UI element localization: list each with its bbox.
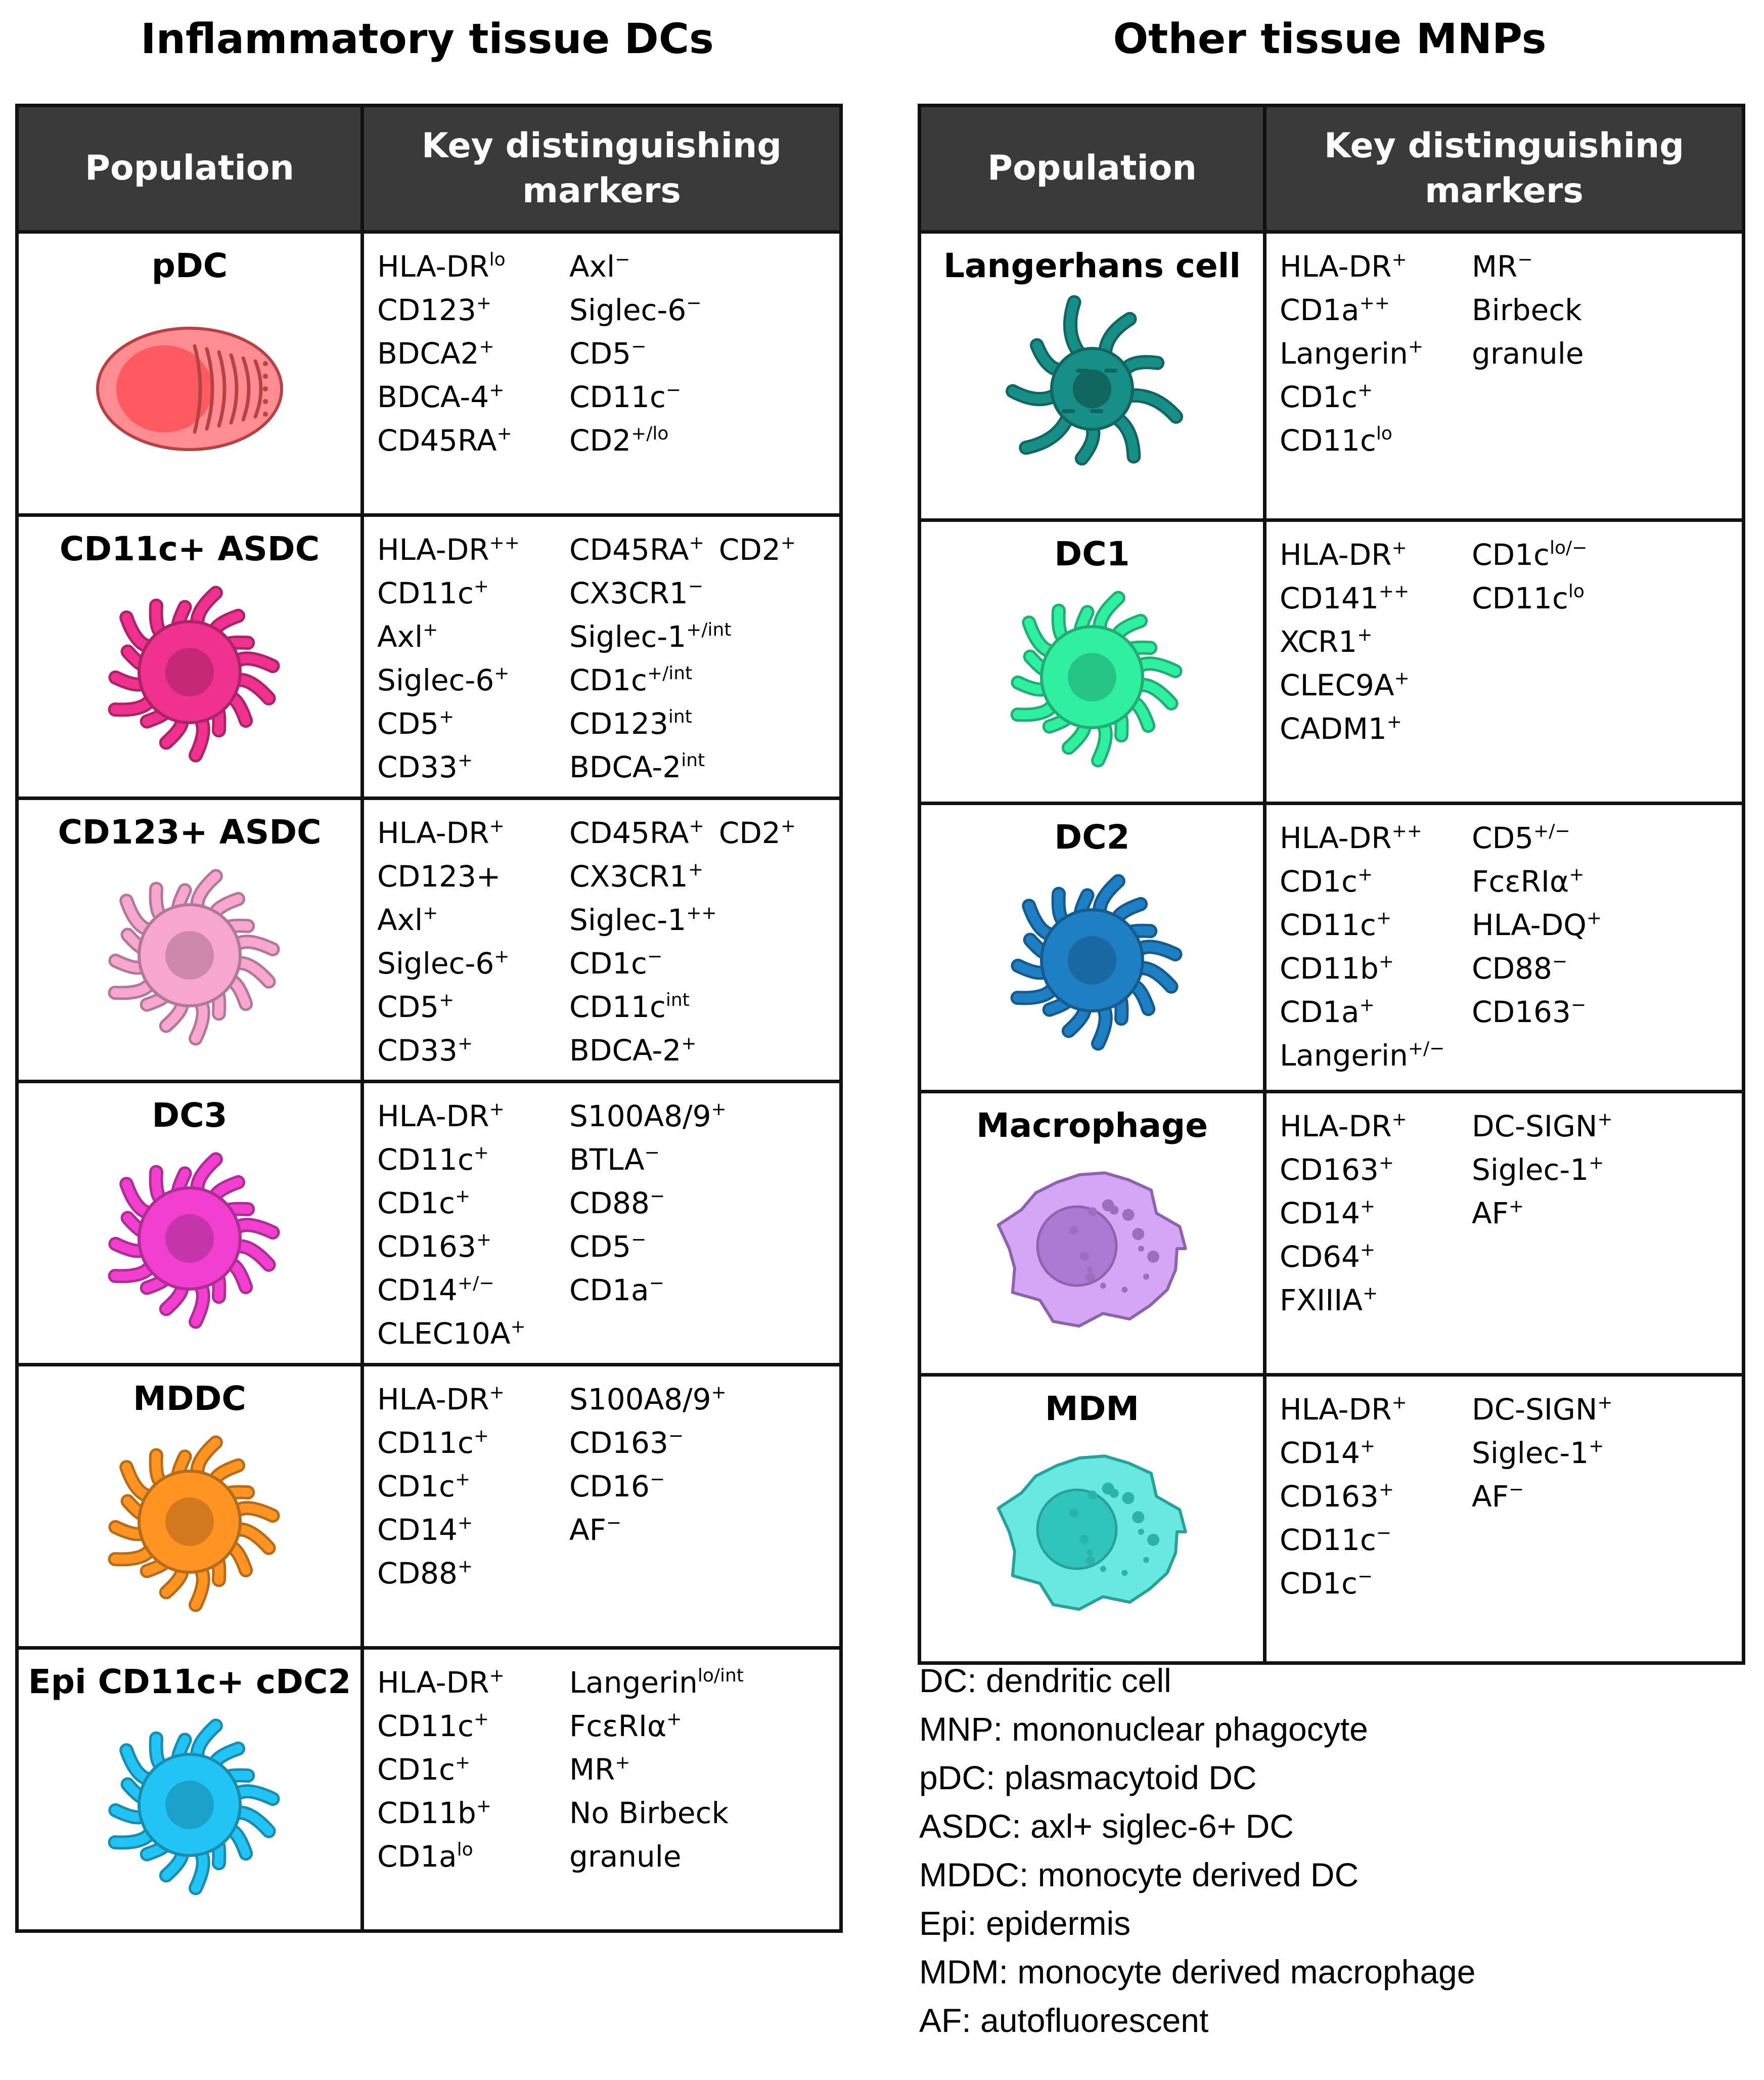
marker-list — [1267, 1377, 1742, 1605]
legend-item: DC: dendritic cell — [919, 1662, 1171, 1699]
marker: CLEC10A+ — [377, 1316, 526, 1351]
cd11c-asdc-cell-icon — [78, 576, 301, 768]
marker: granule — [569, 1839, 682, 1874]
marker: HLA-DQ+ — [1472, 908, 1602, 942]
marker-column — [1472, 245, 1742, 462]
marker-list — [364, 1650, 839, 1878]
langerhans-cell-icon — [981, 293, 1203, 485]
marker: CD14+ — [1280, 1196, 1376, 1230]
marker-column — [377, 1661, 569, 1878]
left-panel-title: Inflammatory tissue DCs — [141, 15, 714, 63]
marker: CD88− — [1472, 951, 1568, 986]
marker-list — [364, 1083, 839, 1355]
marker: FXIIIA+ — [1280, 1283, 1378, 1317]
marker: HLA-DR+ — [377, 1099, 505, 1133]
marker: CD1a− — [569, 1273, 664, 1307]
markers-cell — [363, 232, 841, 515]
marker-column — [1280, 816, 1472, 1077]
marker: BDCA-2+ — [569, 1033, 697, 1068]
marker: Siglec-1+ — [1472, 1153, 1604, 1187]
marker: CD88− — [569, 1186, 665, 1220]
population-name: CD11c+ ASDC — [59, 529, 320, 568]
marker: HLA-DR++ — [1280, 821, 1422, 855]
population-cell — [17, 799, 363, 1082]
marker: Siglec-6− — [569, 293, 702, 327]
marker: Birbeck — [1472, 293, 1582, 327]
marker-column — [569, 811, 839, 1072]
markers-cell — [1265, 232, 1744, 520]
marker: S100A8/9+ — [569, 1382, 727, 1417]
header-markers: Key distinguishing markers — [363, 106, 841, 232]
other-mnp-table — [918, 104, 1745, 1665]
header-markers: Key distinguishing markers — [1265, 106, 1744, 232]
markers-cell — [363, 1365, 841, 1648]
population-cell — [17, 1648, 363, 1931]
marker-column — [377, 528, 569, 789]
marker-column — [569, 1094, 839, 1355]
marker: CD14+/− — [377, 1273, 494, 1307]
marker-column — [1280, 1388, 1472, 1605]
markers-cell — [363, 1082, 841, 1365]
cd123-asdc-cell-icon — [78, 859, 301, 1051]
population-cell — [17, 1365, 363, 1648]
table-row — [17, 1365, 841, 1648]
marker: CD1c+ — [377, 1186, 471, 1220]
marker: $CD11c^{int}$ — [569, 990, 690, 1024]
marker: CD1c+ — [377, 1752, 471, 1787]
marker: CD1c+ — [1280, 380, 1373, 414]
markers-cell — [1265, 520, 1744, 804]
marker: CD11c+ — [377, 1426, 489, 1460]
marker-column — [1472, 816, 1742, 1077]
marker: CD123+ — [377, 859, 501, 894]
marker: $CD1a^{lo}$ — [377, 1839, 473, 1874]
legend-item: pDC: plasmacytoid DC — [919, 1759, 1257, 1796]
population-name: MDM — [1045, 1389, 1140, 1428]
marker: FcεRIα+ — [569, 1709, 682, 1743]
marker: Siglec-6+ — [377, 663, 510, 697]
marker: CD45RA+ — [377, 423, 512, 458]
marker: CD163+ — [1280, 1153, 1394, 1187]
table-row — [920, 1092, 1744, 1375]
markers-cell — [363, 799, 841, 1082]
macrophage-cell-icon — [981, 1153, 1203, 1345]
table-row — [17, 799, 841, 1082]
marker: Siglec-1++ — [569, 903, 717, 937]
marker-column — [1280, 245, 1472, 462]
dc3-cell-icon — [78, 1142, 301, 1335]
dc1-cell-icon — [981, 581, 1203, 773]
marker: Axl+ — [377, 903, 438, 937]
marker: CD11c+ — [377, 1709, 489, 1743]
marker: CD14+ — [377, 1513, 473, 1547]
markers-cell — [1265, 1375, 1744, 1663]
marker-list — [364, 517, 839, 789]
marker: CADM1+ — [1280, 712, 1402, 746]
marker: CD5− — [569, 336, 647, 371]
marker: CD163− — [1472, 995, 1587, 1029]
legend-item: AF: autofluorescent — [919, 2002, 1209, 2039]
marker: CD5+ — [377, 706, 455, 741]
marker: CX3CR1+ — [569, 859, 704, 894]
marker: CD11c+ — [377, 1142, 489, 1177]
marker: CD5+/− — [1472, 821, 1570, 855]
pdc-cell-icon — [78, 293, 301, 485]
table-row — [17, 515, 841, 799]
marker: CD163+ — [377, 1229, 492, 1264]
legend-item: MDM: monocyte derived macrophage — [919, 1953, 1476, 1990]
marker: CD11c− — [1280, 1523, 1392, 1557]
marker: CD45RA+ CD2+ — [569, 533, 796, 567]
marker: granule — [1472, 336, 1584, 371]
marker: CD5− — [569, 1229, 647, 1264]
table-row — [920, 1375, 1744, 1663]
marker-list — [364, 800, 839, 1072]
marker: Axl− — [569, 249, 630, 284]
marker: HLA-DR+ — [377, 1382, 505, 1417]
marker: CD1a+ — [1280, 995, 1375, 1029]
table-row — [920, 804, 1744, 1092]
marker-column — [377, 1378, 569, 1595]
markers-cell — [363, 1648, 841, 1931]
population-name: Epi CD11c+ cDC2 — [28, 1662, 351, 1701]
marker: HLA-DR+ — [1280, 538, 1407, 572]
marker: CD11b+ — [1280, 951, 1394, 986]
marker: Axl+ — [377, 619, 438, 654]
marker-column — [377, 1094, 569, 1355]
legend-item: MDDC: monocyte derived DC — [919, 1856, 1359, 1893]
legend-item: ASDC: axl+ siglec-6+ DC — [919, 1807, 1294, 1845]
population-name: pDC — [151, 246, 228, 285]
marker: BDCA-4+ — [377, 380, 505, 414]
marker-list — [1267, 1093, 1742, 1322]
marker-list — [1267, 234, 1742, 462]
dc2-cell-icon — [981, 864, 1203, 1056]
marker: HLA-DR+ — [1280, 1392, 1407, 1427]
marker-list — [1267, 522, 1742, 750]
marker: BTLA− — [569, 1142, 660, 1177]
marker: CD11b+ — [377, 1796, 491, 1830]
population-cell — [920, 232, 1265, 520]
marker-list — [364, 234, 839, 462]
marker: CD64+ — [1280, 1240, 1376, 1274]
marker: BDCA-$2^{int}$ — [569, 750, 705, 784]
marker: HLA-DR+ — [377, 816, 505, 850]
marker-column — [377, 811, 569, 1072]
table-row — [920, 232, 1744, 520]
marker: DC-SIGN+ — [1472, 1392, 1613, 1427]
marker: CD11c+ — [377, 576, 489, 610]
right-panel-title: Other tissue MNPs — [1113, 15, 1547, 63]
markers-cell — [1265, 804, 1744, 1092]
abbreviation-legend — [919, 1656, 1475, 2045]
population-cell — [920, 1092, 1265, 1375]
population-cell — [17, 1082, 363, 1365]
marker: CD11c+ — [1280, 908, 1392, 942]
marker: Siglec-1+ — [1472, 1436, 1604, 1470]
marker: $CD11c^{lo}$ — [1472, 581, 1585, 615]
marker: CD1c+ — [1280, 864, 1373, 899]
marker: CLEC9A+ — [1280, 668, 1410, 702]
marker: CD163+ — [1280, 1479, 1394, 1514]
marker: XCR1+ — [1280, 625, 1373, 659]
marker-column — [1472, 533, 1742, 750]
marker: Langerin$^{lo/int}$ — [569, 1665, 744, 1700]
markers-cell — [363, 515, 841, 799]
marker: HLA-DR++ — [377, 533, 520, 567]
marker: Siglec-$1^{+/int}$ — [569, 619, 732, 654]
marker: Siglec-6+ — [377, 946, 510, 981]
legend-item: MNP: mononuclear phagocyte — [919, 1710, 1368, 1748]
marker: No Birbeck — [569, 1796, 729, 1830]
marker: AF− — [1472, 1479, 1524, 1514]
population-name: DC2 — [1054, 818, 1130, 857]
population-cell — [920, 1375, 1265, 1663]
marker-column — [1472, 1104, 1742, 1322]
marker: CD123+ — [377, 293, 492, 327]
mdm-cell-icon — [981, 1436, 1203, 1628]
table-row — [17, 232, 841, 515]
marker: CD1c− — [569, 946, 663, 981]
population-name: Langerhans cell — [943, 246, 1241, 285]
marker: DC-SIGN+ — [1472, 1109, 1613, 1143]
mddc-cell-icon — [78, 1426, 301, 1618]
marker: Langerin+ — [1280, 336, 1424, 371]
marker-column — [569, 245, 839, 462]
population-cell — [920, 520, 1265, 804]
marker: CD1a++ — [1280, 293, 1390, 327]
marker: CX3CR1− — [569, 576, 704, 610]
marker: CD1c− — [1280, 1566, 1373, 1601]
table-row — [17, 1648, 841, 1931]
marker: $CD11c^{lo}$ — [1280, 423, 1392, 458]
marker: CD5+ — [377, 990, 455, 1024]
marker: CD16− — [569, 1469, 665, 1503]
population-cell — [920, 804, 1265, 1092]
table-row — [920, 520, 1744, 804]
population-name: DC1 — [1054, 535, 1130, 573]
population-name: DC3 — [152, 1096, 228, 1135]
population-name: MDDC — [133, 1379, 246, 1418]
marker: Langerin+/− — [1280, 1038, 1445, 1073]
marker-column — [377, 245, 569, 462]
marker: AF+ — [1472, 1196, 1524, 1230]
marker-column — [1280, 1104, 1472, 1322]
marker: CD163− — [569, 1426, 684, 1460]
inflammatory-dc-table — [15, 104, 843, 1933]
population-name: Macrophage — [976, 1106, 1208, 1145]
marker: $CD123^{int}$ — [569, 706, 692, 741]
marker: FcεRIα+ — [1472, 864, 1585, 899]
table-row — [17, 1082, 841, 1365]
marker: $CD1c^{lo/-}$ — [1472, 538, 1588, 572]
marker: CD11c− — [569, 380, 682, 414]
marker-column — [1472, 1388, 1742, 1605]
marker: BDCA2+ — [377, 336, 494, 371]
marker: $CD2^{+/lo}$ — [569, 423, 669, 458]
marker: HLA-DR+ — [1280, 249, 1407, 284]
marker: CD88+ — [377, 1556, 473, 1590]
marker-list — [364, 1366, 839, 1595]
header-population: Population — [920, 106, 1265, 232]
marker-list — [1267, 805, 1742, 1077]
marker: $CD1c^{+/int}$ — [569, 663, 693, 697]
marker: MR− — [1472, 249, 1533, 284]
marker: CD33+ — [377, 1033, 473, 1068]
marker: MR+ — [569, 1752, 630, 1787]
marker: CD1c+ — [377, 1469, 471, 1503]
marker: CD33+ — [377, 750, 473, 784]
marker: HLA-DR+ — [1280, 1109, 1407, 1143]
marker: HLA-$DR^{lo}$ — [377, 249, 506, 284]
marker: HLA-DR+ — [377, 1665, 505, 1700]
population-cell — [17, 232, 363, 515]
marker: CD45RA+ CD2+ — [569, 816, 796, 850]
population-cell — [17, 515, 363, 799]
marker-column — [569, 1661, 839, 1878]
marker: CD141++ — [1280, 581, 1410, 615]
marker-column — [1280, 533, 1472, 750]
marker: AF− — [569, 1513, 622, 1547]
population-name: CD123+ ASDC — [58, 813, 322, 852]
marker: S100A8/9+ — [569, 1099, 727, 1133]
marker: CD14+ — [1280, 1436, 1376, 1470]
header-population: Population — [17, 106, 363, 232]
markers-cell — [1265, 1092, 1744, 1375]
legend-item: Epi: epidermis — [919, 1905, 1131, 1942]
marker-column — [569, 1378, 839, 1595]
marker-column — [569, 528, 839, 789]
epi-cdc2-cell-icon — [78, 1709, 301, 1901]
